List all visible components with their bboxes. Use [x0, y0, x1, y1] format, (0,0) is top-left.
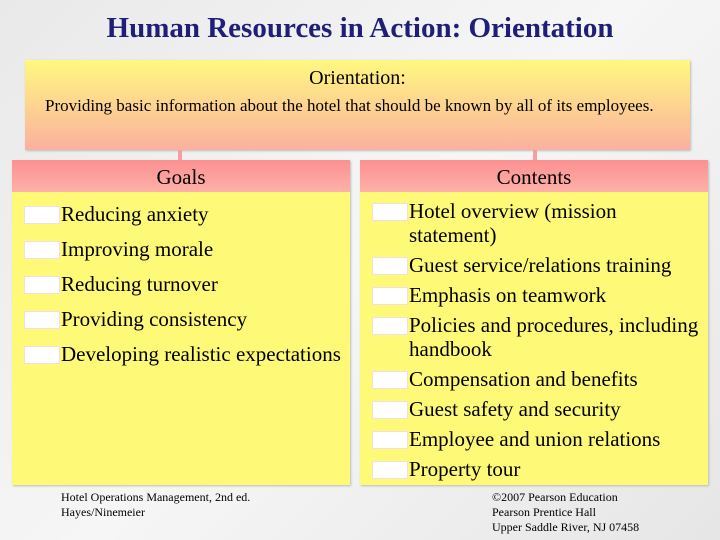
- bullet-image-icon: [372, 371, 408, 389]
- bullet-image-icon: [372, 461, 408, 479]
- bullet-text: Policies and procedures, including handbook: [409, 313, 699, 361]
- bullet-image-icon: [372, 257, 408, 275]
- connector: [178, 150, 182, 160]
- bullet-item: [360, 427, 708, 451]
- bullet-image-icon: [372, 203, 408, 221]
- bullet-text: Reducing turnover: [61, 272, 218, 296]
- bullet-image-icon: [24, 241, 60, 259]
- contents-heading: Contents: [360, 160, 708, 192]
- bullet-item: [360, 199, 708, 247]
- footer-line: Upper Saddle River, NJ 07458: [492, 520, 640, 534]
- footer-right: [492, 490, 639, 535]
- bullet-text: Employee and union relations: [409, 427, 661, 451]
- bullet-text: Property tour: [409, 457, 521, 481]
- bullet-text: Reducing anxiety: [61, 202, 209, 226]
- bullet-item: [360, 313, 708, 361]
- bullet-item: [12, 307, 350, 331]
- bullet-item: [360, 397, 708, 421]
- bullet-item: [360, 457, 708, 481]
- slide-title: Human Resources in Action: Orientation: [106, 12, 614, 44]
- bullet-item: [360, 253, 708, 277]
- bullet-image-icon: [372, 317, 408, 335]
- bullet-item: [360, 367, 708, 391]
- bullet-image-icon: [24, 311, 60, 329]
- bullet-image-icon: [24, 276, 60, 294]
- footer-line: ©2007 Pearson Education: [492, 490, 618, 504]
- bullet-image-icon: [24, 206, 60, 224]
- orientation-text: Providing basic information about the hotel that should be known by all of its employees.: [45, 96, 654, 115]
- bullet-text: Emphasis on teamwork: [409, 283, 607, 307]
- bullet-text: Improving morale: [61, 237, 214, 261]
- bullet-item: [12, 237, 350, 261]
- bullet-item: [360, 283, 708, 307]
- bullet-text: Guest service/relations training: [409, 253, 672, 277]
- bullet-text: Hotel overview (mission statement): [409, 199, 617, 247]
- bullet-item: [12, 202, 350, 226]
- orientation-heading: Orientation:: [309, 67, 406, 89]
- connector: [533, 150, 537, 160]
- bullet-text: Guest safety and security: [409, 397, 621, 421]
- bullet-item: [12, 342, 350, 366]
- footer-line: Pearson Prentice Hall: [492, 505, 596, 519]
- bullet-text: Compensation and benefits: [409, 367, 638, 391]
- bullet-text: Developing realistic expectations: [61, 342, 341, 366]
- goals-heading: Goals: [12, 160, 350, 192]
- bullet-text: Providing consistency: [61, 307, 248, 331]
- footer-left: [61, 490, 250, 520]
- bullet-image-icon: [372, 401, 408, 419]
- orientation-box: [25, 60, 690, 150]
- bullet-image-icon: [372, 287, 408, 305]
- bullet-item: [12, 272, 350, 296]
- goals-panel: [12, 160, 350, 485]
- footer-line: Hayes/Ninemeier: [61, 505, 145, 519]
- contents-panel: [360, 160, 708, 485]
- footer-line: Hotel Operations Management, 2nd ed.: [61, 490, 251, 504]
- bullet-image-icon: [372, 431, 408, 449]
- bullet-image-icon: [24, 346, 60, 364]
